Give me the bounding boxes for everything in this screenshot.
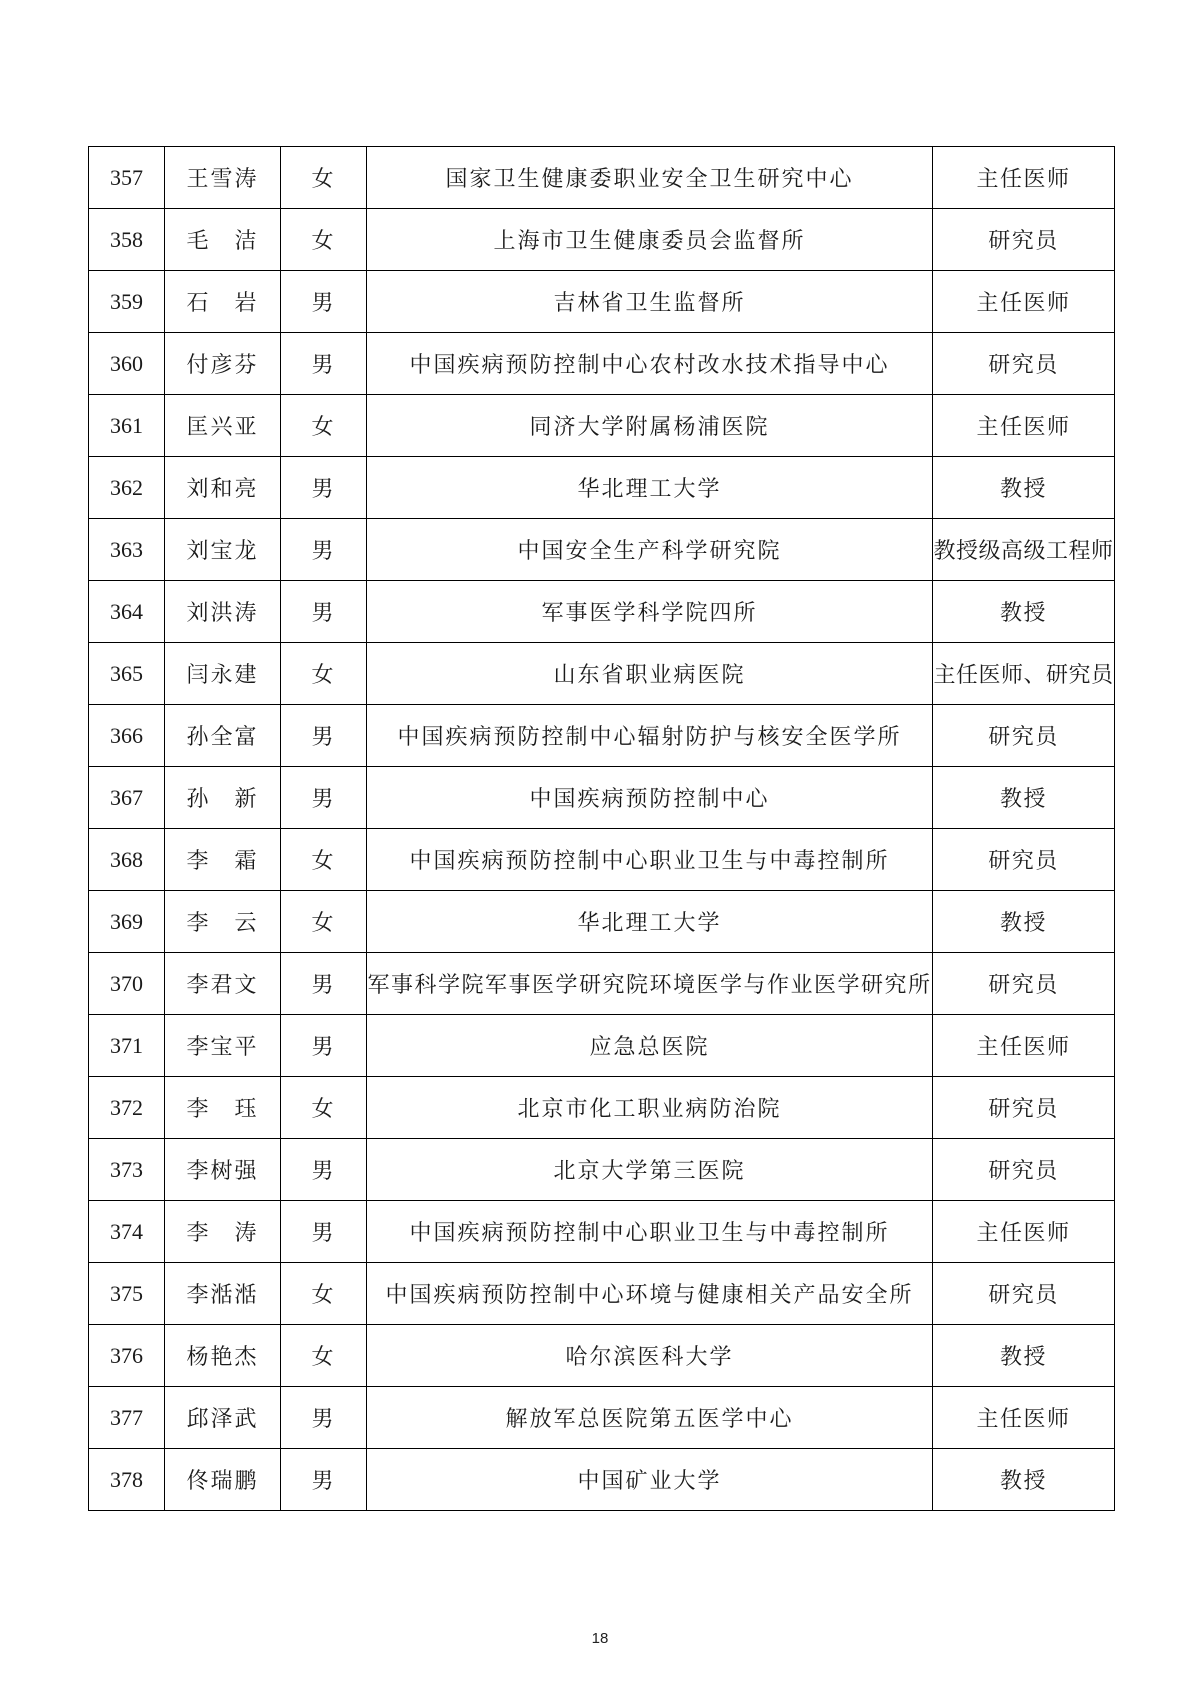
cell-gender: 男 (281, 953, 367, 1015)
cell-title: 教授级高级工程师 (933, 519, 1115, 581)
cell-number: 357 (89, 147, 165, 209)
cell-title: 主任医师、研究员 (933, 643, 1115, 705)
table-row (89, 891, 1115, 953)
cell-unit: 华北理工大学 (367, 891, 933, 953)
cell-unit: 军事科学院军事医学研究院环境医学与作业医学研究所 (367, 953, 933, 1015)
cell-gender: 女 (281, 1325, 367, 1387)
cell-number: 360 (89, 333, 165, 395)
cell-title: 主任医师 (933, 1201, 1115, 1263)
cell-unit: 中国疾病预防控制中心农村改水技术指导中心 (367, 333, 933, 395)
cell-unit: 国家卫生健康委职业安全卫生研究中心 (367, 147, 933, 209)
cell-unit: 中国疾病预防控制中心职业卫生与中毒控制所 (367, 829, 933, 891)
cell-name: 李 珏 (165, 1077, 281, 1139)
table-row (89, 519, 1115, 581)
cell-number: 372 (89, 1077, 165, 1139)
cell-unit: 中国疾病预防控制中心职业卫生与中毒控制所 (367, 1201, 933, 1263)
table-row (89, 1387, 1115, 1449)
cell-unit: 应急总医院 (367, 1015, 933, 1077)
cell-gender: 女 (281, 891, 367, 953)
cell-unit: 军事医学科学院四所 (367, 581, 933, 643)
cell-unit: 北京大学第三医院 (367, 1139, 933, 1201)
cell-title: 研究员 (933, 829, 1115, 891)
cell-gender: 男 (281, 333, 367, 395)
cell-name: 刘宝龙 (165, 519, 281, 581)
cell-gender: 女 (281, 1263, 367, 1325)
cell-gender: 女 (281, 1077, 367, 1139)
cell-title: 主任医师 (933, 395, 1115, 457)
table-body (89, 147, 1115, 1511)
cell-gender: 女 (281, 147, 367, 209)
cell-number: 368 (89, 829, 165, 891)
table-row (89, 395, 1115, 457)
table-row (89, 1077, 1115, 1139)
table-row (89, 457, 1115, 519)
cell-gender: 女 (281, 643, 367, 705)
cell-gender: 女 (281, 209, 367, 271)
cell-name: 石 岩 (165, 271, 281, 333)
cell-number: 364 (89, 581, 165, 643)
table-row (89, 1015, 1115, 1077)
table-row (89, 1263, 1115, 1325)
cell-title: 研究员 (933, 1077, 1115, 1139)
cell-gender: 男 (281, 767, 367, 829)
cell-number: 373 (89, 1139, 165, 1201)
cell-unit: 哈尔滨医科大学 (367, 1325, 933, 1387)
cell-gender: 女 (281, 829, 367, 891)
cell-number: 369 (89, 891, 165, 953)
cell-unit: 中国疾病预防控制中心 (367, 767, 933, 829)
table-row (89, 643, 1115, 705)
table-row (89, 1201, 1115, 1263)
cell-unit: 吉林省卫生监督所 (367, 271, 933, 333)
table-row (89, 767, 1115, 829)
table-row (89, 581, 1115, 643)
cell-name: 佟瑞鹏 (165, 1449, 281, 1511)
cell-title: 研究员 (933, 1139, 1115, 1201)
cell-name: 孙全富 (165, 705, 281, 767)
cell-unit: 上海市卫生健康委员会监督所 (367, 209, 933, 271)
cell-unit: 解放军总医院第五医学中心 (367, 1387, 933, 1449)
cell-name: 孙 新 (165, 767, 281, 829)
cell-title: 研究员 (933, 333, 1115, 395)
cell-number: 362 (89, 457, 165, 519)
cell-gender: 男 (281, 581, 367, 643)
cell-title: 研究员 (933, 953, 1115, 1015)
cell-gender: 男 (281, 271, 367, 333)
cell-number: 370 (89, 953, 165, 1015)
cell-number: 361 (89, 395, 165, 457)
table-row (89, 1139, 1115, 1201)
cell-gender: 女 (281, 395, 367, 457)
cell-number: 374 (89, 1201, 165, 1263)
cell-name: 李 云 (165, 891, 281, 953)
table-row (89, 147, 1115, 209)
cell-name: 李宝平 (165, 1015, 281, 1077)
cell-unit: 北京市化工职业病防治院 (367, 1077, 933, 1139)
cell-unit: 中国疾病预防控制中心环境与健康相关产品安全所 (367, 1263, 933, 1325)
table-row (89, 1449, 1115, 1511)
table-row (89, 1325, 1115, 1387)
cell-name: 李君文 (165, 953, 281, 1015)
cell-title: 主任医师 (933, 1015, 1115, 1077)
cell-name: 刘和亮 (165, 457, 281, 519)
cell-name: 李湉湉 (165, 1263, 281, 1325)
cell-title: 教授 (933, 1325, 1115, 1387)
cell-title: 教授 (933, 1449, 1115, 1511)
cell-unit: 同济大学附属杨浦医院 (367, 395, 933, 457)
expert-roster-table (88, 146, 1115, 1511)
cell-title: 教授 (933, 581, 1115, 643)
cell-number: 371 (89, 1015, 165, 1077)
cell-title: 主任医师 (933, 147, 1115, 209)
cell-number: 367 (89, 767, 165, 829)
cell-number: 359 (89, 271, 165, 333)
cell-gender: 男 (281, 1387, 367, 1449)
cell-title: 研究员 (933, 209, 1115, 271)
cell-unit: 山东省职业病医院 (367, 643, 933, 705)
cell-gender: 男 (281, 705, 367, 767)
cell-title: 研究员 (933, 705, 1115, 767)
cell-name: 匡兴亚 (165, 395, 281, 457)
cell-number: 375 (89, 1263, 165, 1325)
cell-number: 366 (89, 705, 165, 767)
cell-gender: 男 (281, 1015, 367, 1077)
cell-unit: 中国疾病预防控制中心辐射防护与核安全医学所 (367, 705, 933, 767)
cell-name: 闫永建 (165, 643, 281, 705)
cell-gender: 男 (281, 519, 367, 581)
table-row (89, 953, 1115, 1015)
cell-gender: 男 (281, 1139, 367, 1201)
cell-name: 李 霜 (165, 829, 281, 891)
cell-name: 毛 洁 (165, 209, 281, 271)
cell-title: 教授 (933, 767, 1115, 829)
table-row (89, 271, 1115, 333)
page-number: 18 (591, 1630, 609, 1647)
cell-name: 邱泽武 (165, 1387, 281, 1449)
cell-number: 376 (89, 1325, 165, 1387)
cell-title: 研究员 (933, 1263, 1115, 1325)
cell-title: 教授 (933, 891, 1115, 953)
cell-name: 李树强 (165, 1139, 281, 1201)
cell-number: 378 (89, 1449, 165, 1511)
table-row (89, 209, 1115, 271)
cell-name: 杨艳杰 (165, 1325, 281, 1387)
cell-number: 363 (89, 519, 165, 581)
cell-title: 主任医师 (933, 271, 1115, 333)
cell-name: 李 涛 (165, 1201, 281, 1263)
table-row (89, 705, 1115, 767)
cell-number: 365 (89, 643, 165, 705)
cell-unit: 中国矿业大学 (367, 1449, 933, 1511)
cell-gender: 男 (281, 1201, 367, 1263)
cell-name: 付彦芬 (165, 333, 281, 395)
cell-name: 刘洪涛 (165, 581, 281, 643)
table-row (89, 333, 1115, 395)
cell-gender: 男 (281, 457, 367, 519)
cell-unit: 中国安全生产科学研究院 (367, 519, 933, 581)
cell-number: 358 (89, 209, 165, 271)
cell-name: 王雪涛 (165, 147, 281, 209)
cell-number: 377 (89, 1387, 165, 1449)
cell-gender: 男 (281, 1449, 367, 1511)
cell-title: 主任医师 (933, 1387, 1115, 1449)
table-row (89, 829, 1115, 891)
cell-title: 教授 (933, 457, 1115, 519)
cell-unit: 华北理工大学 (367, 457, 933, 519)
